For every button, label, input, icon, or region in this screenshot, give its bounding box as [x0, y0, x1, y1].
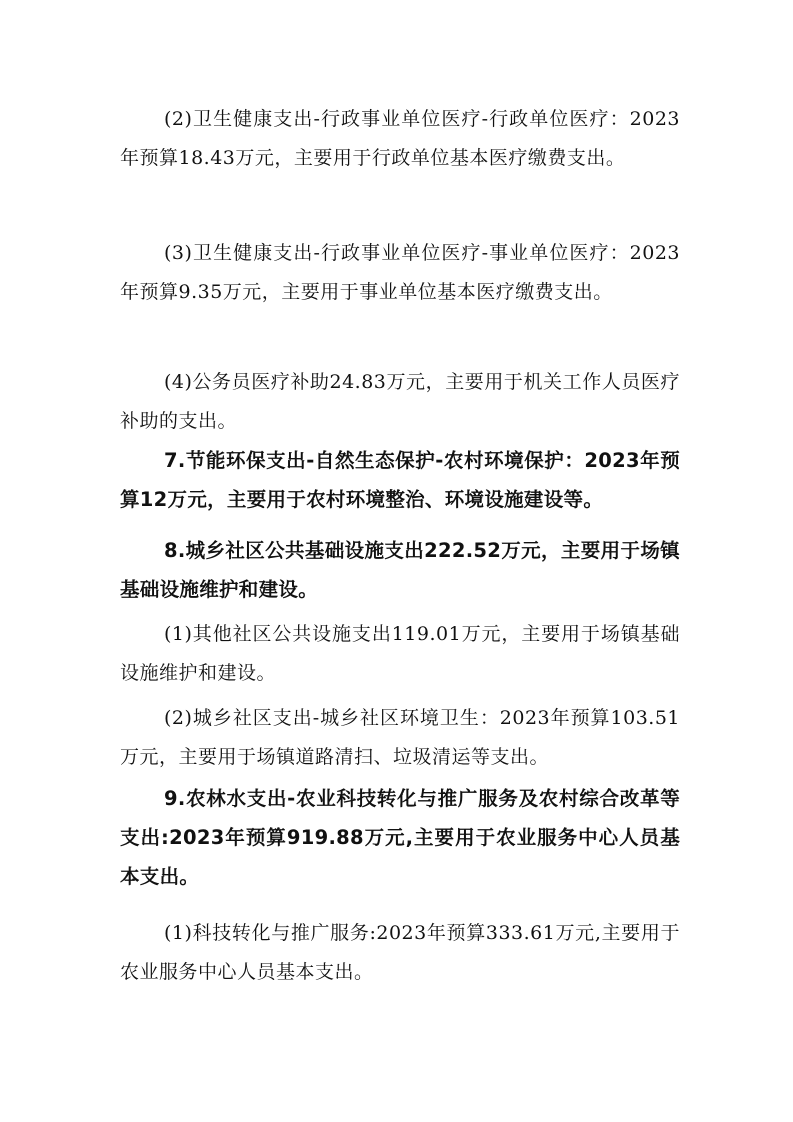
paragraph-other-community-facilities: (1)其他社区公共设施支出119.01万元，主要用于场镇基础设施维护和建设。	[120, 623, 680, 684]
heading-agriculture-forestry-water: 9.农林水支出-农业科技转化与推广服务及农村综合改革等支出:2023年预算919.88万元,主要用于农业服务中心人员基本支出。	[120, 787, 680, 888]
paragraph-civil-servant-medical-subsidy: (4)公务员医疗补助24.83万元，主要用于机关工作人员医疗补助的支出。	[120, 371, 680, 432]
heading-energy-environment: 7.节能环保支出-自然生态保护-农村环境保护：2023年预算12万元，主要用于农村环境整治、环境设施建设等。	[120, 449, 680, 511]
paragraph-tech-transfer-promotion: (1)科技转化与推广服务:2023年预算333.61万元,主要用于农业服务中心人员基本支出。	[120, 922, 680, 983]
paragraph-health-institution-medical: (3)卫生健康支出-行政事业单位医疗-事业单位医疗：2023年预算9.35万元，主要用于事业单位基本医疗缴费支出。	[120, 242, 680, 303]
paragraph-community-sanitation: (2)城乡社区支出-城乡社区环境卫生：2023年预算103.51万元，主要用于场镇道路清扫、垃圾清运等支出。	[120, 707, 680, 768]
heading-urban-rural-infrastructure: 8.城乡社区公共基础设施支出222.52万元，主要用于场镇基础设施维护和建设。	[120, 539, 680, 601]
paragraph-health-admin-medical: (2)卫生健康支出-行政事业单位医疗-行政单位医疗：2023年预算18.43万元，主要用于行政单位基本医疗缴费支出。	[120, 108, 680, 169]
